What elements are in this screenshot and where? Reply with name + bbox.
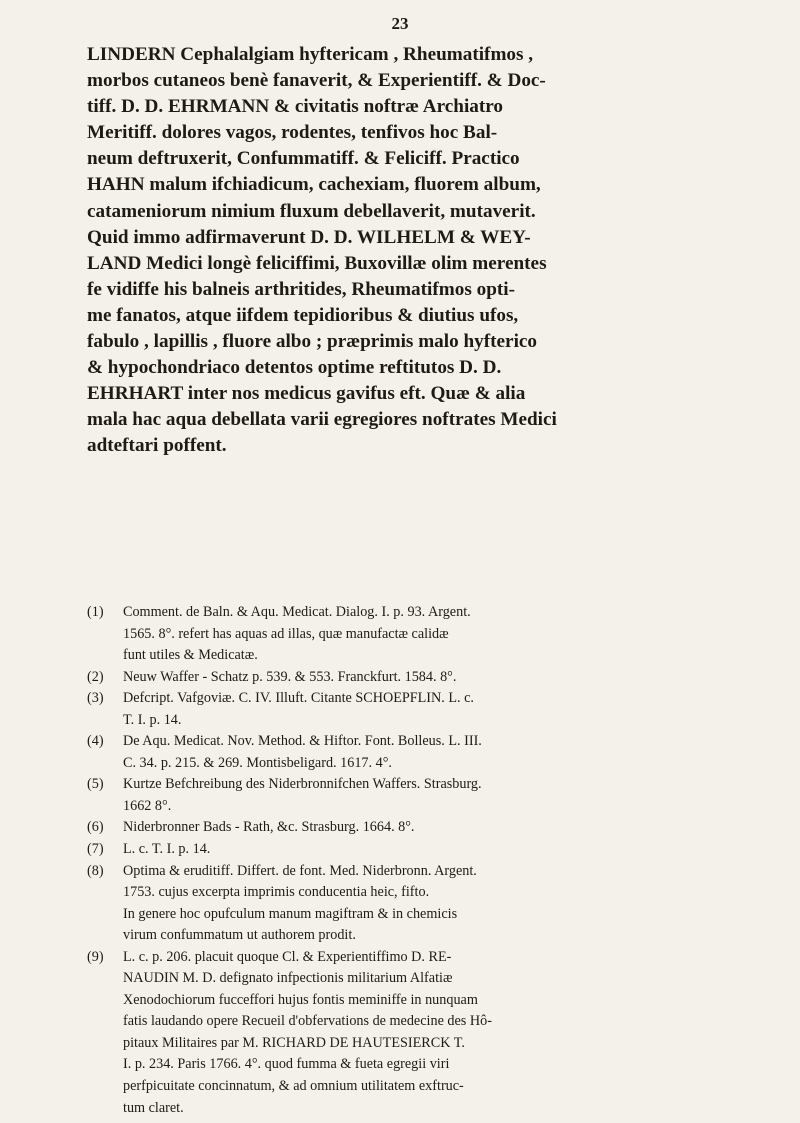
footnote-line: NAUDIN M. D. defignato infpectionis militarium Alfatiæ bbox=[123, 970, 453, 987]
footnote-line: 1753. cujus excerpta imprimis conducentia heic, fifto. bbox=[123, 884, 430, 901]
footnote-line: tum claret. bbox=[123, 1099, 184, 1116]
body-line: Quid immo adfirmaverunt D. D. WILHELM & WEY- bbox=[87, 226, 531, 248]
footnote-line: In genere hoc opufculum manum magiftram & in chemicis bbox=[123, 905, 458, 922]
footnote-line: Niderbronner Bads - Rath, &c. Strasburg. 1664. 8°. bbox=[123, 819, 415, 836]
footnote bbox=[87, 861, 727, 947]
footnote bbox=[87, 817, 727, 839]
page-number: 23 bbox=[391, 14, 409, 33]
footnote-line: funt utiles & Medicatæ. bbox=[123, 647, 258, 664]
body-text bbox=[87, 42, 719, 460]
footnote bbox=[87, 947, 727, 1119]
footnote-line: Kurtze Befchreibung des Niderbronnifchen Waffers. Strasburg. bbox=[123, 776, 482, 793]
footnote-line: L. c. p. 206. placuit quoque Cl. & Experientiffimo D. RE- bbox=[123, 948, 452, 965]
body-line: HAHN malum ifchiadicum, cachexiam, fluorem album, bbox=[87, 174, 541, 196]
footnote-line: Defcript. Vafgoviæ. C. IV. Illuft. Citante SCHOEPFLIN. L. c. bbox=[123, 690, 474, 707]
footnote-label: (7) bbox=[87, 841, 104, 858]
footnote-line: C. 34. p. 215. & 269. Montisbeligard. 1617. 4°. bbox=[123, 754, 392, 771]
body-line: fe vidiffe his balneis arthritides, Rheumatifmos opti- bbox=[87, 278, 515, 300]
body-line: mala hac aqua debellata varii egregiores noftrates Medici bbox=[87, 409, 557, 431]
footnote-label: (6) bbox=[87, 819, 104, 836]
body-line: Meritiff. dolores vagos, rodentes, tenfivos hoc Bal- bbox=[87, 122, 498, 144]
footnote-label: (5) bbox=[87, 776, 104, 793]
footnote-label: (3) bbox=[87, 690, 104, 707]
footnote-line: Xenodochiorum fucceffori hujus fontis meminiffe in nunquam bbox=[123, 991, 478, 1008]
footnote bbox=[87, 688, 727, 731]
footnote-line: T. I. p. 14. bbox=[123, 711, 182, 728]
body-line: EHRHART inter nos medicus gavifus eft. Quæ & alia bbox=[87, 383, 526, 405]
footnote-line: Neuw Waffer - Schatz p. 539. & 553. Franckfurt. 1584. 8°. bbox=[123, 668, 457, 685]
footnote-label: (2) bbox=[87, 668, 104, 685]
footnote bbox=[87, 839, 727, 861]
body-line: LINDERN Cephalalgiam hyftericam , Rheumatifmos , bbox=[87, 44, 534, 65]
footnote-line: L. c. T. I. p. 14. bbox=[123, 841, 211, 858]
body-line: me fanatos, atque iifdem tepidioribus & diutius ufos, bbox=[87, 304, 519, 326]
footnote bbox=[87, 731, 727, 774]
body-line: LAND Medici longè feliciffimi, Buxovillæ olim merentes bbox=[87, 252, 547, 274]
footnote-label: (1) bbox=[87, 604, 104, 620]
footnote-line: perfpicuitate concinnatum, & ad omnium utilitatem exftruc- bbox=[123, 1078, 464, 1095]
footnote-label: (9) bbox=[87, 948, 104, 965]
footnote bbox=[87, 602, 727, 667]
body-line: catameniorum nimium fluxum debellaverit, mutaverit. bbox=[87, 200, 536, 222]
footnote-line: fatis laudando opere Recueil d'obfervations de medecine des Hô- bbox=[123, 1013, 492, 1030]
footnote bbox=[87, 774, 727, 817]
body-line: adteftari poffent. bbox=[87, 435, 227, 457]
footnote-line: Optima & eruditiff. Differt. de font. Med. Niderbronn. Argent. bbox=[123, 862, 477, 879]
footnote-line: virum confummatum ut authorem prodit. bbox=[123, 927, 356, 944]
footnote-label: (4) bbox=[87, 733, 104, 750]
body-line: fabulo , lapillis , fluore albo ; præprimis malo hyfterico bbox=[87, 331, 538, 353]
body-line: morbos cutaneos benè fanaverit, & Experientiff. & Doc- bbox=[87, 70, 546, 92]
body-line: tiff. D. D. EHRMANN & civitatis noftræ Archiatro bbox=[87, 96, 504, 118]
footnote-label: (8) bbox=[87, 862, 104, 879]
footnotes bbox=[87, 602, 727, 1119]
footnote-line: pitaux Militaires par M. RICHARD DE HAUTESIERCK T. bbox=[123, 1034, 465, 1051]
footnote-line: 1662 8°. bbox=[123, 797, 172, 814]
footnote bbox=[87, 667, 727, 689]
footnote-line: I. p. 234. Paris 1766. 4°. quod fumma & fueta egregii viri bbox=[123, 1056, 450, 1073]
body-line: neum deftruxerit, Confummatiff. & Feliciff. Practico bbox=[87, 148, 520, 170]
body-line: & hypochondriaco detentos optime reftitutos D. D. bbox=[87, 357, 502, 379]
footnote-line: De Aqu. Medicat. Nov. Method. & Hiftor. Font. Bolleus. L. III. bbox=[123, 733, 482, 750]
footnote-line: 1565. 8°. refert has aquas ad illas, quæ manufactæ calidæ bbox=[123, 625, 449, 642]
footnote-line: Comment. de Baln. & Aqu. Medicat. Dialog. I. p. 93. Argent. bbox=[123, 604, 471, 620]
